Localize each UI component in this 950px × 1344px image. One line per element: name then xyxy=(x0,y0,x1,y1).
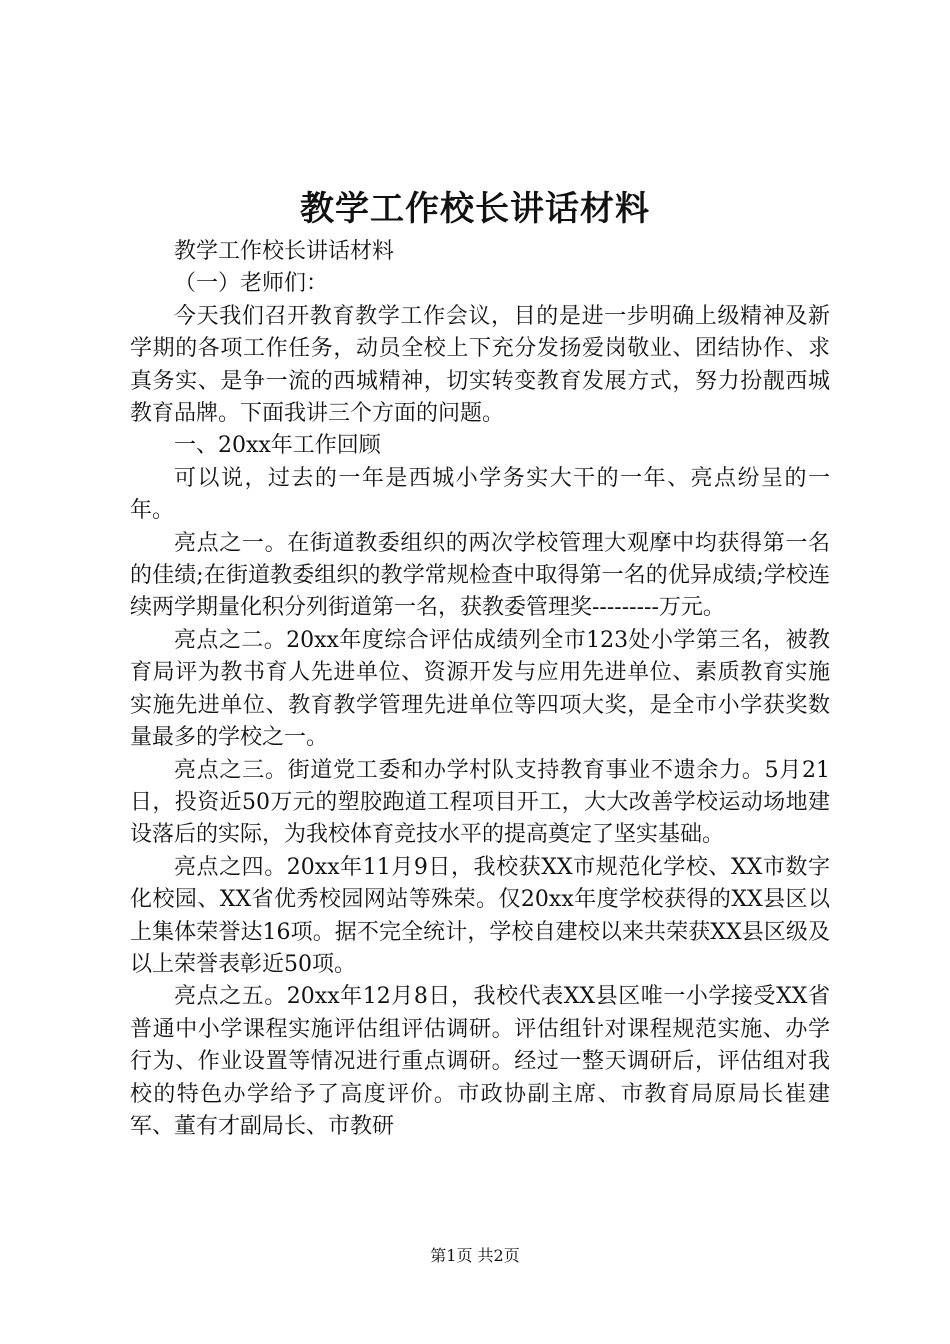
paragraph-salutation: （一）老师们： xyxy=(174,271,329,297)
paragraph-summary: 可以说，过去的一年是西城小学务实大干的一年、亮点纷呈的一年。 xyxy=(130,465,830,524)
document-body xyxy=(130,236,830,1143)
page-footer: 第1页 共2页 xyxy=(430,1246,520,1265)
paragraph-highlight-5: 亮点之五。20xx年12月8日，我校代表XX县区唯一小学接受XX省普通中小学课程实施评估组评估调研。评估组针对课程规范实施、办学行为、作业设置等情况进行重点调研。经过一整天调研后，评估组对我校的特色办学给予了高度评价。市政协副主席、市教育局原局长崔建军、董有才副局长、市教研 xyxy=(130,984,830,1139)
paragraph-highlight-2: 亮点之二。20xx年度综合评估成绩列全市123处小学第三名，被教育局评为教书育人先进单位、资源开发与应用先进单位、素质教育实施实施先进单位、教育教学管理先进单位等四项大奖，是全市小学获奖数量最多的学校之一。 xyxy=(130,627,830,751)
paragraph-heading: 教学工作校长讲话材料 xyxy=(174,239,395,264)
paragraph-highlight-4: 亮点之四。20xx年11月9日，我校获XX市规范化学校、XX市数字化校园、XX省优秀校园网站等殊荣。仅20xx年度学校获得的XX县区以上集体荣誉达16项。据不完全统计，学校自建校以来共荣获XX县区级及以上荣誉表彰近50项。 xyxy=(130,854,830,977)
paragraph-highlight-1: 亮点之一。在街道教委组织的两次学校管理大观摩中均获得第一名的佳绩;在街道教委组织的教学常规检查中取得第一名的优异成绩;学校连续两学期量化积分列街道第一名，获教委管理奖---------万元。 xyxy=(130,530,830,621)
page-title: 教学工作校长讲话材料 xyxy=(300,189,650,229)
paragraph-highlight-3: 亮点之三。街道党工委和办学村队支持教育事业不遗余力。5月21日，投资近50万元的塑胶跑道工程项目开工，大大改善学校运动场地建设落后的实际，为我校体育竞技水平的提高奠定了坚实基础。 xyxy=(130,757,830,848)
section-heading: 一、20xx年工作回顾 xyxy=(174,433,381,459)
paragraph-intro: 今天我们召开教育教学工作会议，目的是进一步明确上级精神及新学期的各项工作任务，动员全校上下充分发扬爱岗敬业、团结协作、求真务实、是争一流的西城精神，切实转变教育发展方式，努力扮靓西城教育品牌。下面我讲三个方面的问题。 xyxy=(130,303,830,427)
